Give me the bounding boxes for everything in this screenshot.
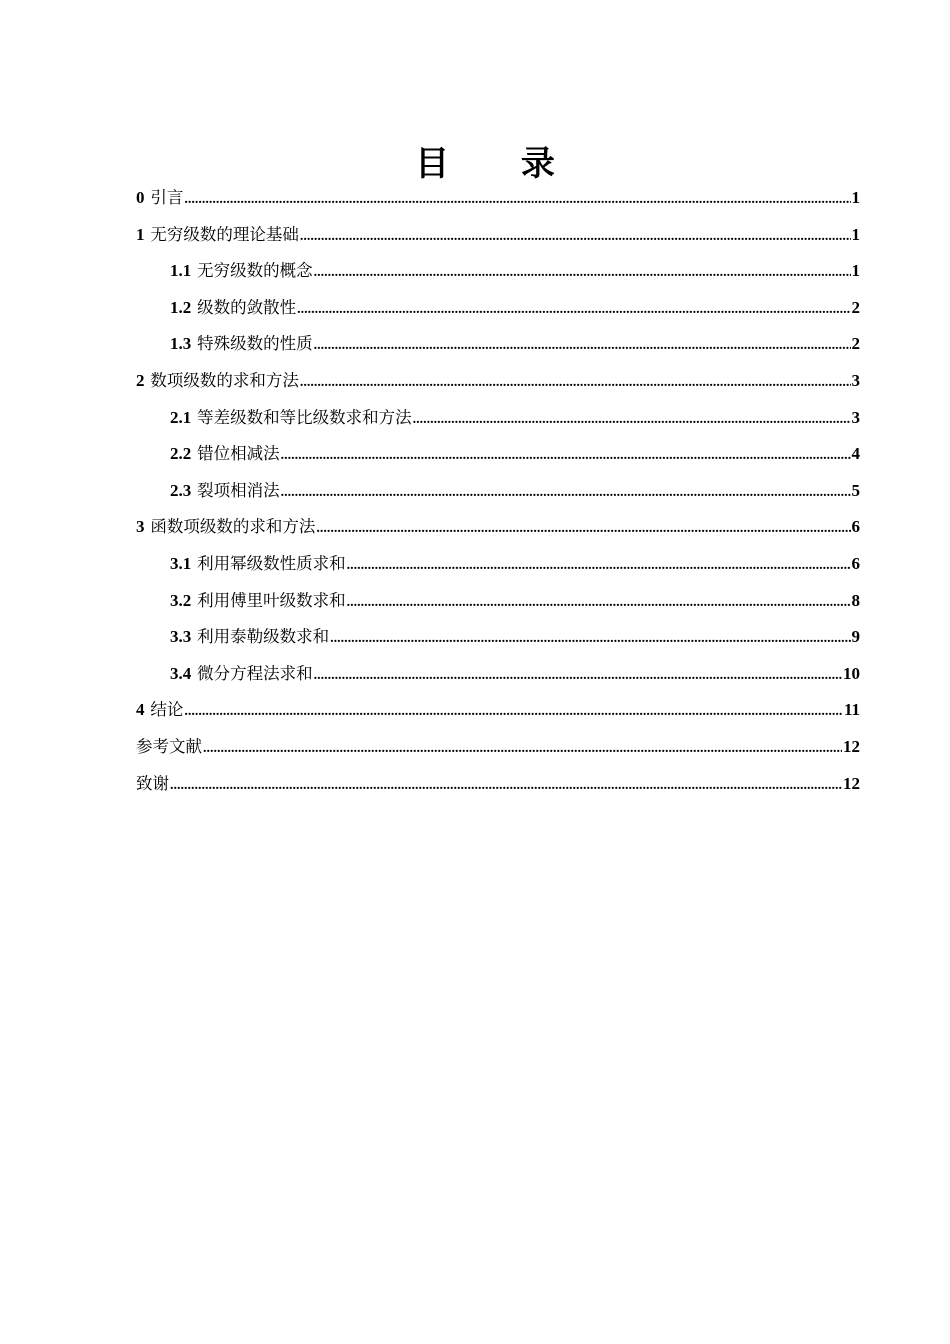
toc-entry-page: 2 xyxy=(851,334,860,354)
toc-entry-text: 级数的敛散性 xyxy=(197,297,297,317)
toc-entry-text: 无穷级数的概念 xyxy=(197,261,313,281)
toc-entry-text: 引言 xyxy=(150,188,184,207)
toc-entry[interactable] xyxy=(136,766,860,803)
toc-entry-page: 8 xyxy=(851,590,860,610)
toc-entry-page: 4 xyxy=(851,444,860,464)
toc-entry-label xyxy=(136,729,202,766)
toc-entry[interactable] xyxy=(136,583,860,620)
toc-entry-number: 3.3 xyxy=(170,627,192,647)
dot-leader xyxy=(316,511,850,548)
toc-entry[interactable] xyxy=(136,729,860,766)
toc-entry[interactable] xyxy=(136,217,860,254)
toc-entry[interactable] xyxy=(136,253,860,290)
dot-leader xyxy=(203,731,842,768)
toc-entry-page: 6 xyxy=(851,553,860,573)
toc-entry-page: 12 xyxy=(843,736,860,756)
toc-entry[interactable] xyxy=(136,326,860,363)
toc-entry[interactable] xyxy=(136,436,860,473)
toc-entry-text: 裂项相消法 xyxy=(197,480,280,500)
toc-entry-label xyxy=(170,436,280,473)
toc-entry-text: 错位相减法 xyxy=(197,444,280,464)
toc-entry-number: 1.2 xyxy=(170,297,192,317)
toc-entry[interactable] xyxy=(136,656,860,693)
toc-entry-page: 1 xyxy=(851,188,860,207)
toc-entry-text: 参考文献 xyxy=(136,736,202,756)
dot-leader xyxy=(413,402,851,439)
toc-entry-page: 2 xyxy=(851,297,860,317)
toc-entry-number: 2.1 xyxy=(170,407,192,427)
toc-entry[interactable] xyxy=(136,290,860,327)
toc-entry-page: 3 xyxy=(851,370,860,390)
toc-entry-label xyxy=(170,546,346,583)
toc-entry-label xyxy=(170,253,313,290)
toc-entry-text: 等差级数和等比级数求和方法 xyxy=(197,407,412,427)
toc-entry-number: 1 xyxy=(136,224,145,244)
dot-leader xyxy=(184,182,850,219)
dot-leader xyxy=(297,292,850,329)
toc-entry-label xyxy=(170,473,280,510)
toc-entry[interactable] xyxy=(136,400,860,437)
toc-entry-label xyxy=(136,692,183,729)
toc-entry-label xyxy=(136,180,183,217)
toc-entry-text: 致谢 xyxy=(136,773,169,793)
toc-entry-text: 利用傅里叶级数求和 xyxy=(197,590,346,610)
toc-entry-text: 特殊级数的性质 xyxy=(197,334,313,354)
toc-entry-label xyxy=(136,509,315,546)
toc-entry-label xyxy=(136,766,169,803)
toc-entry-page: 10 xyxy=(843,663,860,683)
toc-entry-label xyxy=(170,619,329,656)
toc-entry-page: 6 xyxy=(851,517,860,537)
toc-entry-text: 微分方程法求和 xyxy=(197,663,313,683)
dot-leader xyxy=(281,438,851,475)
toc-entry-number: 2 xyxy=(136,370,145,390)
toc-entry-text: 函数项级数的求和方法 xyxy=(150,517,316,537)
toc-entry[interactable] xyxy=(136,692,860,729)
toc-entry-number: 1.1 xyxy=(170,261,192,281)
toc-entry-page: 3 xyxy=(851,407,860,427)
dot-leader xyxy=(184,694,843,731)
toc-entry-label xyxy=(170,656,313,693)
toc-entry-page: 11 xyxy=(843,700,860,720)
toc-entry-text: 结论 xyxy=(150,700,184,720)
dot-leader xyxy=(314,658,842,695)
toc-entry[interactable] xyxy=(136,473,860,510)
toc-entry-page: 1 xyxy=(851,224,860,244)
toc-entry-label xyxy=(136,217,299,254)
dot-leader xyxy=(347,548,851,585)
toc-entry-page: 12 xyxy=(843,773,860,793)
toc-entry[interactable] xyxy=(136,180,860,217)
dot-leader xyxy=(300,219,851,256)
toc-entry-label xyxy=(170,400,412,437)
toc-entry[interactable] xyxy=(136,619,860,656)
dot-leader xyxy=(347,585,851,622)
toc-entry-page: 5 xyxy=(851,480,860,500)
toc-entry-text: 无穷级数的理论基础 xyxy=(150,224,299,244)
toc-entry-number: 3.4 xyxy=(170,663,192,683)
toc-entry-number: 3 xyxy=(136,517,145,537)
dot-leader xyxy=(330,621,850,658)
toc-entry-number: 0 xyxy=(136,188,145,207)
toc-entry-number: 4 xyxy=(136,700,145,720)
dot-leader xyxy=(281,475,851,512)
toc-entry-number: 3.1 xyxy=(170,553,192,573)
toc-entry-label xyxy=(170,583,346,620)
toc-entry-number: 3.2 xyxy=(170,590,192,610)
toc-entry-number: 2.2 xyxy=(170,444,192,464)
toc-entry-label xyxy=(136,363,299,400)
toc-entry-number: 2.3 xyxy=(170,480,192,500)
toc-entry-label xyxy=(170,290,296,327)
toc-entry[interactable] xyxy=(136,363,860,400)
toc-entry-page: 9 xyxy=(851,627,860,647)
toc-entry-text: 利用泰勒级数求和 xyxy=(197,627,330,647)
toc-entry-page: 1 xyxy=(851,261,860,281)
toc-entry-number: 1.3 xyxy=(170,334,192,354)
toc-title: 目 录 xyxy=(415,144,585,184)
toc-entry-text: 利用幂级数性质求和 xyxy=(197,553,346,573)
toc-list xyxy=(136,180,860,802)
dot-leader xyxy=(170,768,842,805)
dot-leader xyxy=(314,255,851,292)
toc-entry[interactable] xyxy=(136,546,860,583)
toc-entry[interactable] xyxy=(136,509,860,546)
toc-entry-text: 数项级数的求和方法 xyxy=(150,370,299,390)
dot-leader xyxy=(300,365,851,402)
dot-leader xyxy=(314,328,851,365)
toc-entry-label xyxy=(170,326,313,363)
